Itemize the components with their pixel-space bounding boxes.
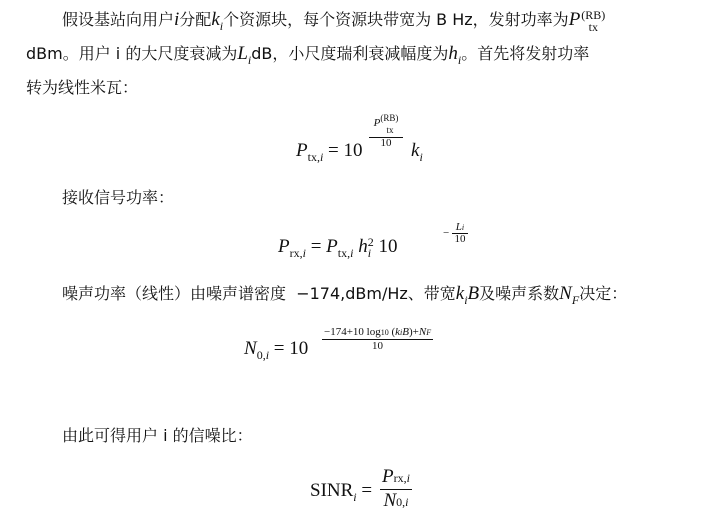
para1-text-7: 转为线性米瓦： (26, 78, 139, 97)
para1-text-6: 。首先将发射功率 (461, 44, 590, 63)
clipped-heading (90, 0, 215, 5)
para1-text-3: 个资源块，每个资源块带宽为 B Hz，发射功率为 (223, 10, 569, 29)
para1-text-4: dBm。用户 i 的大尺度衰减为 (26, 44, 238, 63)
para1-line1: 假设基站向用户i分配$k_i$个资源块，每个资源块带宽为 B Hz，发射功率为P (RB) tx (62, 7, 606, 34)
label-noise-power: 噪声功率（线性）由噪声谱密度 −174,dBm/Hz、带宽$k_iB$及噪声系数$N_F$决定： (62, 283, 628, 307)
para1-text-2: 分配 (179, 10, 212, 29)
label-rx-power: 接收信号功率： (62, 188, 175, 207)
para1-text-1: 假设基站向用户 (62, 10, 175, 29)
para1-line3 (26, 76, 138, 100)
para1-text-5: dB，小尺度瑞利衰减幅度为 (251, 44, 449, 63)
para1-line2: dBm。用户 i 的大尺度衰减为$L_idB$，小尺度瑞利衰减幅度为$h_i$。首先将发射功率 (26, 43, 590, 67)
label-sinr: 由此可得用户 i 的信噪比： (62, 426, 253, 445)
